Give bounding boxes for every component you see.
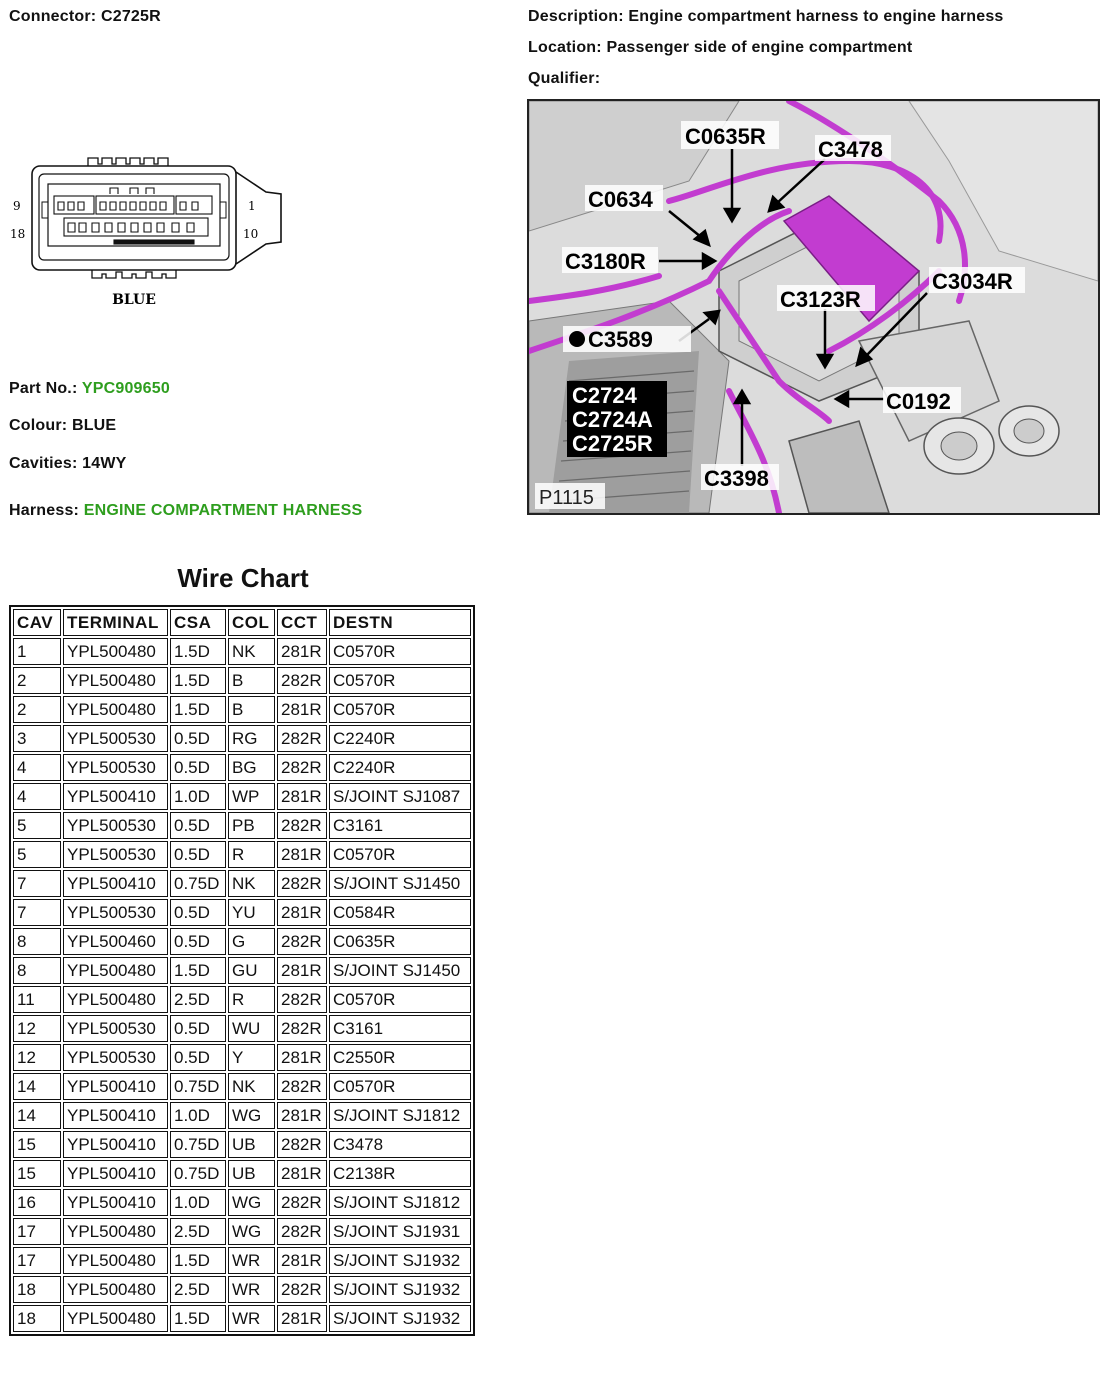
cell-cav: 3 [13, 725, 61, 752]
cell-csa: 0.5D [170, 812, 226, 839]
callout-c3589: C3589 [588, 327, 653, 352]
cell-destn: S/JOINT SJ1450 [329, 870, 471, 897]
cell-cct: 282R [277, 1073, 327, 1100]
cell-destn: S/JOINT SJ1931 [329, 1218, 471, 1245]
cell-cct: 282R [277, 1015, 327, 1042]
photo-ref-code: P1115 [539, 487, 594, 509]
cell-terminal: YPL500480 [63, 957, 168, 984]
table-row [13, 1247, 471, 1274]
table-row [13, 1073, 471, 1100]
cell-cav: 8 [13, 957, 61, 984]
cell-destn: S/JOINT SJ1932 [329, 1276, 471, 1303]
table-row [13, 1160, 471, 1187]
callout-c3034r: C3034R [932, 269, 1013, 294]
cell-cct: 282R [277, 667, 327, 694]
cell-terminal: YPL500410 [63, 1102, 168, 1129]
cell-terminal: YPL500480 [63, 667, 168, 694]
table-row [13, 725, 471, 752]
cell-cct: 282R [277, 1189, 327, 1216]
location-line [528, 39, 912, 57]
connector-key-tab [236, 172, 281, 264]
cell-csa: 1.5D [170, 638, 226, 665]
pin-18-label: 18 [10, 227, 26, 241]
cell-terminal: YPL500460 [63, 928, 168, 955]
cell-terminal: YPL500480 [63, 1218, 168, 1245]
cell-cav: 14 [13, 1102, 61, 1129]
cell-csa: 1.5D [170, 1305, 226, 1332]
callout-c3123r: C3123R [780, 287, 861, 312]
cell-cav: 12 [13, 1044, 61, 1071]
connector-cavity-row-upper [54, 188, 212, 214]
table-row [13, 696, 471, 723]
table-row [13, 1015, 471, 1042]
table-row [13, 841, 471, 868]
connector-value: C2725R [100, 8, 161, 25]
part-no-label: Part No.: [9, 380, 78, 397]
connector-cavity-row-lower [64, 218, 208, 244]
description-label: Description: [528, 8, 624, 25]
cell-destn: C0635R [329, 928, 471, 955]
connector-diagram [6, 150, 296, 310]
cell-col: NK [228, 870, 275, 897]
cell-destn: S/JOINT SJ1087 [329, 783, 471, 810]
cavities-label: Cavities: [9, 455, 78, 472]
cell-destn: C3478 [329, 1131, 471, 1158]
cell-cav: 4 [13, 754, 61, 781]
cell-col: YU [228, 899, 275, 926]
cavities-line [9, 455, 127, 473]
connector-bottom-latches [92, 270, 176, 278]
cell-terminal: YPL500410 [63, 870, 168, 897]
cell-terminal: YPL500530 [63, 725, 168, 752]
connector-label: Connector: [9, 8, 97, 25]
table-row [13, 638, 471, 665]
cell-destn: C2138R [329, 1160, 471, 1187]
cell-col: UB [228, 1160, 275, 1187]
cell-csa: 0.5D [170, 725, 226, 752]
cell-cct: 281R [277, 957, 327, 984]
cell-csa: 1.5D [170, 696, 226, 723]
cell-col: NK [228, 638, 275, 665]
cell-cct: 281R [277, 1102, 327, 1129]
cell-csa: 0.75D [170, 1073, 226, 1100]
cell-col: WR [228, 1305, 275, 1332]
cell-col: R [228, 986, 275, 1013]
cell-destn: C2240R [329, 725, 471, 752]
cell-cct: 282R [277, 870, 327, 897]
cell-destn: C2240R [329, 754, 471, 781]
cell-destn: S/JOINT SJ1812 [329, 1102, 471, 1129]
table-row [13, 1131, 471, 1158]
cell-cct: 282R [277, 1276, 327, 1303]
cell-cct: 282R [277, 725, 327, 752]
cell-col: WR [228, 1247, 275, 1274]
col-header-cct: CCT [277, 609, 327, 636]
location-label: Location: [528, 39, 602, 56]
callout-c3478: C3478 [818, 137, 883, 162]
col-header-csa: CSA [170, 609, 226, 636]
cell-col: UB [228, 1131, 275, 1158]
cell-col: G [228, 928, 275, 955]
cell-cct: 281R [277, 1044, 327, 1071]
cell-cct: 282R [277, 928, 327, 955]
cell-csa: 2.5D [170, 986, 226, 1013]
cell-cct: 282R [277, 1131, 327, 1158]
colour-label: Colour: [9, 417, 68, 434]
table-row [13, 1189, 471, 1216]
wire-chart-title: Wire Chart [177, 563, 309, 593]
table-row [13, 1218, 471, 1245]
cell-csa: 1.5D [170, 1247, 226, 1274]
wire-chart-table [9, 605, 475, 1336]
cell-cav: 5 [13, 841, 61, 868]
pin-1-label: 1 [248, 199, 256, 213]
col-header-cav: CAV [13, 609, 61, 636]
cell-cav: 2 [13, 667, 61, 694]
harness-line [9, 502, 362, 520]
cell-col: PB [228, 812, 275, 839]
cell-destn: S/JOINT SJ1812 [329, 1189, 471, 1216]
cell-cav: 2 [13, 696, 61, 723]
colour-value: BLUE [71, 417, 117, 434]
cell-col: B [228, 696, 275, 723]
qualifier-label: Qualifier: [528, 70, 601, 87]
cell-terminal: YPL500480 [63, 986, 168, 1013]
location-photo [527, 99, 1100, 515]
cell-csa: 0.5D [170, 899, 226, 926]
cell-cct: 281R [277, 783, 327, 810]
cell-cct: 281R [277, 841, 327, 868]
table-row [13, 667, 471, 694]
connector-top-latches [88, 158, 168, 166]
part-no-link[interactable]: YPC909650 [81, 380, 170, 397]
cell-terminal: YPL500530 [63, 812, 168, 839]
cell-cct: 281R [277, 1305, 327, 1332]
col-header-col: COL [228, 609, 275, 636]
cell-cav: 17 [13, 1247, 61, 1274]
cell-destn: C0570R [329, 986, 471, 1013]
cell-cav: 17 [13, 1218, 61, 1245]
cell-terminal: YPL500480 [63, 1276, 168, 1303]
cell-cct: 282R [277, 1218, 327, 1245]
cell-col: WG [228, 1102, 275, 1129]
cell-cav: 1 [13, 638, 61, 665]
table-row [13, 870, 471, 897]
col-header-terminal: TERMINAL [63, 609, 168, 636]
cell-col: R [228, 841, 275, 868]
cell-col: NK [228, 1073, 275, 1100]
cell-col: WG [228, 1189, 275, 1216]
cell-terminal: YPL500530 [63, 1015, 168, 1042]
table-row [13, 1305, 471, 1332]
connector-line [9, 8, 161, 26]
cell-terminal: YPL500530 [63, 754, 168, 781]
cell-csa: 2.5D [170, 1276, 226, 1303]
cell-cav: 5 [13, 812, 61, 839]
table-row [13, 783, 471, 810]
cell-cav: 16 [13, 1189, 61, 1216]
description-value: Engine compartment harness to engine harness [628, 8, 1004, 25]
callout-c0634: C0634 [588, 187, 653, 212]
cell-cav: 7 [13, 899, 61, 926]
callout-c2724a: C2724A [572, 407, 653, 432]
qualifier-line [528, 70, 600, 88]
cell-csa: 0.5D [170, 841, 226, 868]
cell-csa: 0.5D [170, 1015, 226, 1042]
cell-csa: 1.5D [170, 667, 226, 694]
callout-c3180r: C3180R [565, 249, 646, 274]
cavities-value: 14WY [82, 455, 127, 472]
cell-cct: 281R [277, 1247, 327, 1274]
cell-cav: 14 [13, 1073, 61, 1100]
cell-terminal: YPL500480 [63, 696, 168, 723]
cell-cav: 8 [13, 928, 61, 955]
table-row [13, 957, 471, 984]
cell-destn: C0570R [329, 1073, 471, 1100]
cell-terminal: YPL500410 [63, 1073, 168, 1100]
cell-csa: 1.0D [170, 783, 226, 810]
table-row [13, 928, 471, 955]
cell-terminal: YPL500410 [63, 1131, 168, 1158]
cell-terminal: YPL500410 [63, 783, 168, 810]
cell-terminal: YPL500480 [63, 638, 168, 665]
cell-col: RG [228, 725, 275, 752]
col-header-destn: DESTN [329, 609, 471, 636]
cell-csa: 0.5D [170, 928, 226, 955]
cell-terminal: YPL500480 [63, 1305, 168, 1332]
cell-col: WU [228, 1015, 275, 1042]
table-row [13, 1276, 471, 1303]
cell-col: Y [228, 1044, 275, 1071]
cell-cav: 12 [13, 1015, 61, 1042]
cell-destn: C0570R [329, 841, 471, 868]
cell-col: B [228, 667, 275, 694]
callout-c0192: C0192 [886, 389, 951, 414]
cell-terminal: YPL500530 [63, 1044, 168, 1071]
cell-cav: 7 [13, 870, 61, 897]
colour-line [9, 417, 116, 435]
table-row [13, 986, 471, 1013]
cell-destn: C3161 [329, 812, 471, 839]
cell-col: WP [228, 783, 275, 810]
description-line [528, 8, 1004, 26]
pin-10-label: 10 [243, 227, 259, 241]
cell-csa: 0.75D [170, 1160, 226, 1187]
cell-destn: C0584R [329, 899, 471, 926]
cell-destn: S/JOINT SJ1932 [329, 1305, 471, 1332]
cell-cct: 282R [277, 812, 327, 839]
cell-cav: 15 [13, 1160, 61, 1187]
cell-col: WG [228, 1218, 275, 1245]
cell-csa: 0.5D [170, 1044, 226, 1071]
cell-csa: 0.75D [170, 870, 226, 897]
harness-link[interactable]: ENGINE COMPARTMENT HARNESS [83, 502, 363, 519]
cell-terminal: YPL500530 [63, 899, 168, 926]
cell-col: BG [228, 754, 275, 781]
callout-c2725r: C2725R [572, 431, 653, 456]
cell-csa: 1.5D [170, 957, 226, 984]
harness-label: Harness: [9, 502, 80, 519]
callout-c3398: C3398 [704, 466, 769, 491]
cell-cav: 15 [13, 1131, 61, 1158]
cell-cav: 11 [13, 986, 61, 1013]
cell-terminal: YPL500410 [63, 1189, 168, 1216]
cell-cct: 282R [277, 986, 327, 1013]
table-row [13, 1102, 471, 1129]
cell-destn: S/JOINT SJ1450 [329, 957, 471, 984]
table-row [13, 1044, 471, 1071]
pin-9-label: 9 [13, 199, 21, 213]
callout-c2724: C2724 [572, 383, 637, 408]
connector-colour-caption: BLUE [112, 292, 156, 308]
cell-cav: 18 [13, 1276, 61, 1303]
callout-c0635r: C0635R [685, 124, 766, 149]
cell-destn: S/JOINT SJ1932 [329, 1247, 471, 1274]
cell-cct: 282R [277, 754, 327, 781]
cell-destn: C0570R [329, 667, 471, 694]
cell-terminal: YPL500530 [63, 841, 168, 868]
cell-cct: 281R [277, 638, 327, 665]
cell-destn: C0570R [329, 696, 471, 723]
cell-col: GU [228, 957, 275, 984]
cell-cct: 281R [277, 1160, 327, 1187]
cell-csa: 1.0D [170, 1102, 226, 1129]
cell-csa: 1.0D [170, 1189, 226, 1216]
cell-destn: C2550R [329, 1044, 471, 1071]
part-no-line [9, 380, 170, 398]
cell-csa: 2.5D [170, 1218, 226, 1245]
cell-cav: 18 [13, 1305, 61, 1332]
cell-terminal: YPL500410 [63, 1160, 168, 1187]
cell-destn: C3161 [329, 1015, 471, 1042]
wire-chart-body [13, 638, 471, 1332]
cell-csa: 0.5D [170, 754, 226, 781]
cell-cct: 281R [277, 899, 327, 926]
cell-csa: 0.75D [170, 1131, 226, 1158]
cell-destn: C0570R [329, 638, 471, 665]
table-row [13, 812, 471, 839]
cell-terminal: YPL500480 [63, 1247, 168, 1274]
wire-chart-header-row [13, 609, 471, 636]
c3589-dot-marker [569, 331, 585, 347]
location-value: Passenger side of engine compartment [606, 39, 913, 56]
cell-cct: 281R [277, 696, 327, 723]
table-row [13, 899, 471, 926]
cell-col: WR [228, 1276, 275, 1303]
table-row [13, 754, 471, 781]
cell-cav: 4 [13, 783, 61, 810]
